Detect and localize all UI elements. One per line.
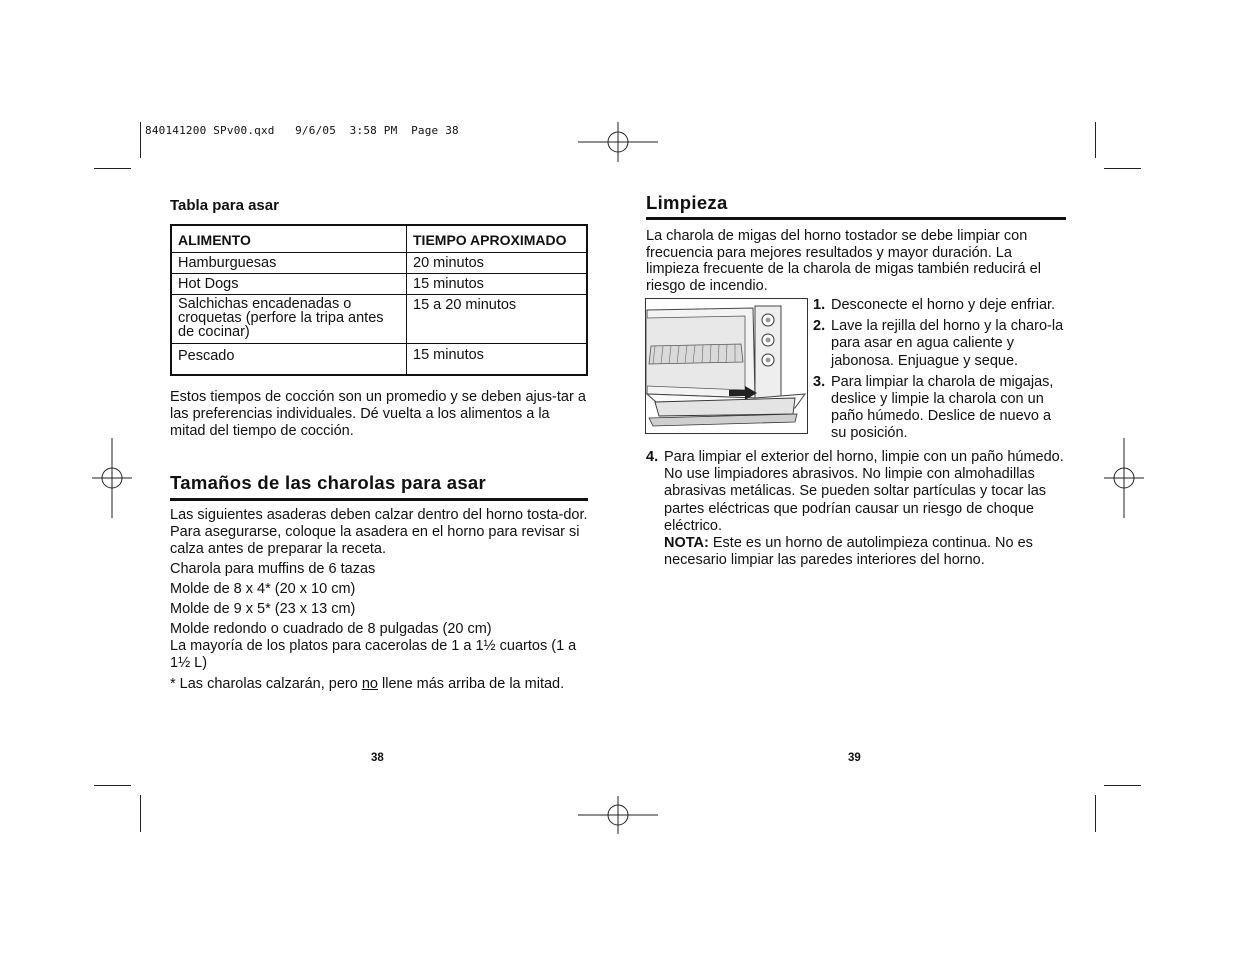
table-cell: Salchichas encadenadas o croquetas (perfore la tripa antes de cocinar) (171, 295, 407, 344)
table-note: Estos tiempos de cocción son un promedio y se deben ajus-tar a las preferencias individuales. Dé vuelta a los alimentos a la mitad del tiempo de cocción. (170, 389, 586, 439)
registration-mark-right-icon (1104, 438, 1144, 518)
cleaning-intro: La charola de migas del horno tostador se debe limpiar con frecuencia para mejores resultados y mayor duración. La limpieza frecuente de la charola de migas también reducirá el riesgo de incendio. (646, 228, 1041, 294)
list-item: La mayoría de los platos para cacerolas de 1 a 1½ cuartos (1 a 1½ L) (170, 638, 577, 671)
table-header-time: TIEMPO APROXIMADO (407, 225, 588, 253)
cleaning-title: Limpieza (646, 192, 728, 213)
registration-mark-top-icon (578, 122, 658, 164)
step-number: 4. (646, 449, 659, 465)
pans-title: Tamaños de las charolas para asar (170, 472, 486, 493)
step-number: 1. (813, 297, 826, 313)
list-item: Molde de 8 x 4* (20 x 10 cm) (170, 581, 356, 597)
table-cell: 15 minutos (407, 344, 588, 376)
step-text: Para limpiar la charola de migajas, deslice y limpie la charola con un paño húmedo. Deslice de nuevo a su posición. (831, 373, 1054, 442)
pans-intro: Las siguientes asaderas deben calzar dentro del horno tosta-dor. Para asegurarse, coloque la asadera en el horno para revisar si calza antes de preparar la receta. (170, 507, 588, 557)
table-row (171, 344, 587, 376)
list-item: Molde de 9 x 5* (23 x 13 cm) (170, 601, 356, 617)
note-label: NOTA: (664, 535, 709, 552)
table-title: Tabla para asar (170, 197, 279, 214)
page-number-right: 39 (848, 752, 861, 764)
table-cell: Hot Dogs (171, 274, 407, 295)
section-rule (646, 217, 1066, 220)
toaster-oven-crumb-tray-icon (645, 298, 808, 434)
steps-lower (646, 449, 1066, 569)
table-header-row (171, 225, 587, 253)
step-item (813, 318, 1068, 370)
footnote (170, 676, 590, 693)
table-cell: 15 a 20 minutos (407, 295, 588, 344)
footnote-text: llene más arriba de la mitad. (377, 676, 565, 692)
print-slug: 840141200 SPv00.qxd 9/6/05 3:58 PM Page 38 (145, 124, 459, 137)
note-text: Este es un horno de autolimpieza continua. No es necesario limpiar las paredes interiores del horno. (664, 535, 1033, 569)
footnote-underlined: no (361, 676, 378, 692)
registration-mark-left-icon (92, 438, 132, 518)
table-cell: 15 minutos (407, 274, 588, 295)
table-row (171, 274, 587, 295)
steps-upper (813, 297, 1068, 443)
registration-mark-bottom-icon (578, 796, 658, 836)
left-page (170, 197, 590, 693)
step-text: Para limpiar el exterior del horno, limpie con un paño húmedo. No use limpiadores abrasivos. No limpie con almohadillas abrasivas metálicas. Se pueden soltar partículas y tocar las partes eléctricas que podrían causar un riesgo de choque eléctrico. (664, 449, 1064, 534)
step-item (646, 449, 1066, 535)
table-row (171, 295, 587, 344)
section-rule (170, 498, 588, 501)
step-number: 3. (813, 373, 826, 390)
note (646, 535, 1066, 569)
pans-list (170, 561, 590, 693)
table-row (171, 253, 587, 274)
step-item (813, 374, 1068, 443)
list-item: Charola para muffins de 6 tazas (170, 561, 376, 577)
page-number-left: 38 (371, 752, 384, 764)
roast-table (170, 224, 588, 376)
footnote-text: * Las charolas calzarán, pero (170, 676, 362, 692)
table-cell: 20 minutos (407, 253, 588, 274)
table-header-food: ALIMENTO (171, 225, 407, 253)
table-cell: Hamburguesas (171, 253, 407, 274)
table-cell: Pescado (171, 344, 407, 376)
step-text: Desconecte el horno y deje enfriar. (831, 297, 1056, 313)
step-number: 2. (813, 318, 826, 335)
step-item (813, 297, 1068, 314)
right-page (646, 192, 1067, 294)
step-text: Lave la rejilla del horno y la charo-la para asar en agua caliente y jabonosa. Enjuague y seque. (831, 318, 1064, 369)
list-item: Molde redondo o cuadrado de 8 pulgadas (20 cm) (170, 621, 492, 637)
